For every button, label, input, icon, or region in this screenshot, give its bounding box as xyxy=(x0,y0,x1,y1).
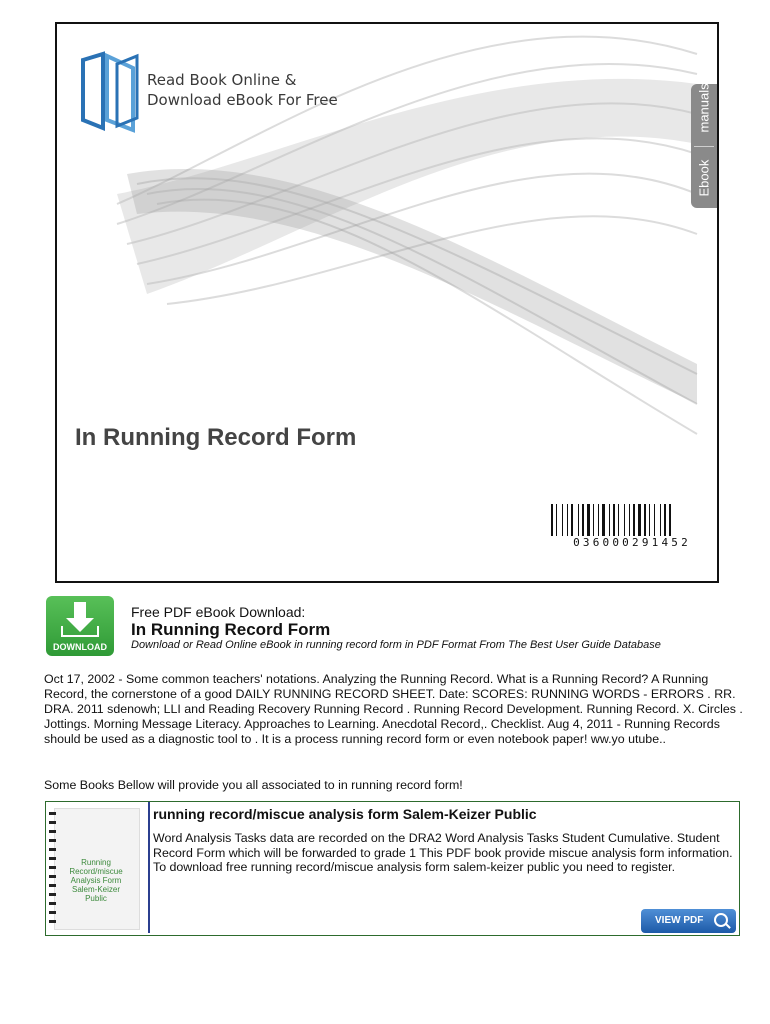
page-title: In Running Record Form xyxy=(131,620,331,639)
cover-title: In Running Record Form xyxy=(75,424,357,451)
view-pdf-label: VIEW PDF xyxy=(655,915,704,926)
download-icon[interactable] xyxy=(46,596,114,656)
side-tab xyxy=(691,84,717,208)
body-paragraph: Oct 17, 2002 - Some common teachers' notations. Analyzing the Running Record. What is a Running Record? A Running Record, the cornerstone of a good DAILY RUNNING RECORD SHEET. Date: SCORES: RUNNING WORDS - ERRORS . RR. DRA. 2011 sdenowh; LLI and Reading Recovery Running Record . Running Record Development. Running Record. X. Circles . Jottings. Morning Message Literacy. Approaches to Learning. Anecdotal Record,. Checklist. Aug 4, 2011 - Running Records should be used as a diagnostic tool to . It is a process running record form or even notebook paper! ww.yo utube.. xyxy=(44,672,743,746)
binder-rings xyxy=(49,812,56,924)
tab-divider xyxy=(694,146,714,147)
tab-manuals: manuals xyxy=(696,83,712,133)
logo-line-2: Download eBook For Free xyxy=(147,91,338,109)
barcode xyxy=(549,502,715,564)
magnifier-icon xyxy=(714,913,728,927)
thumbnail-text: Running Record/miscue Analysis Form Salem-Keizer Public xyxy=(69,858,123,903)
download-subtitle: Download or Read Online eBook in running record form in PDF Format From The Best User Guide Database xyxy=(131,639,661,651)
book-description: Word Analysis Tasks data are recorded on the DRA2 Word Analysis Tasks Student Cumulative. Student Record Form which will be forwarded to grade 1 This PDF book provide miscue analysis form information. To download free running record/miscue analysis form salem-keizer public you need to register. xyxy=(153,831,733,874)
logo-text xyxy=(147,70,338,110)
book-title[interactable]: running record/miscue analysis form Salem-Keizer Public xyxy=(153,806,537,822)
tab-ebook: Ebook xyxy=(696,159,712,197)
book-logo-icon xyxy=(77,50,145,134)
book-thumbnail[interactable] xyxy=(46,802,150,933)
barcode-digits: 036000291452 xyxy=(549,536,715,549)
book-card xyxy=(45,801,740,936)
cover xyxy=(55,22,719,583)
logo-line-1: Read Book Online & xyxy=(147,71,297,89)
download-icon-label: DOWNLOAD xyxy=(53,642,107,652)
books-intro: Some Books Bellow will provide you all associated to in running record form! xyxy=(44,778,463,792)
download-arrow-icon xyxy=(46,596,114,640)
free-download-label: Free PDF eBook Download: xyxy=(131,604,306,620)
view-pdf-button[interactable] xyxy=(641,909,736,933)
